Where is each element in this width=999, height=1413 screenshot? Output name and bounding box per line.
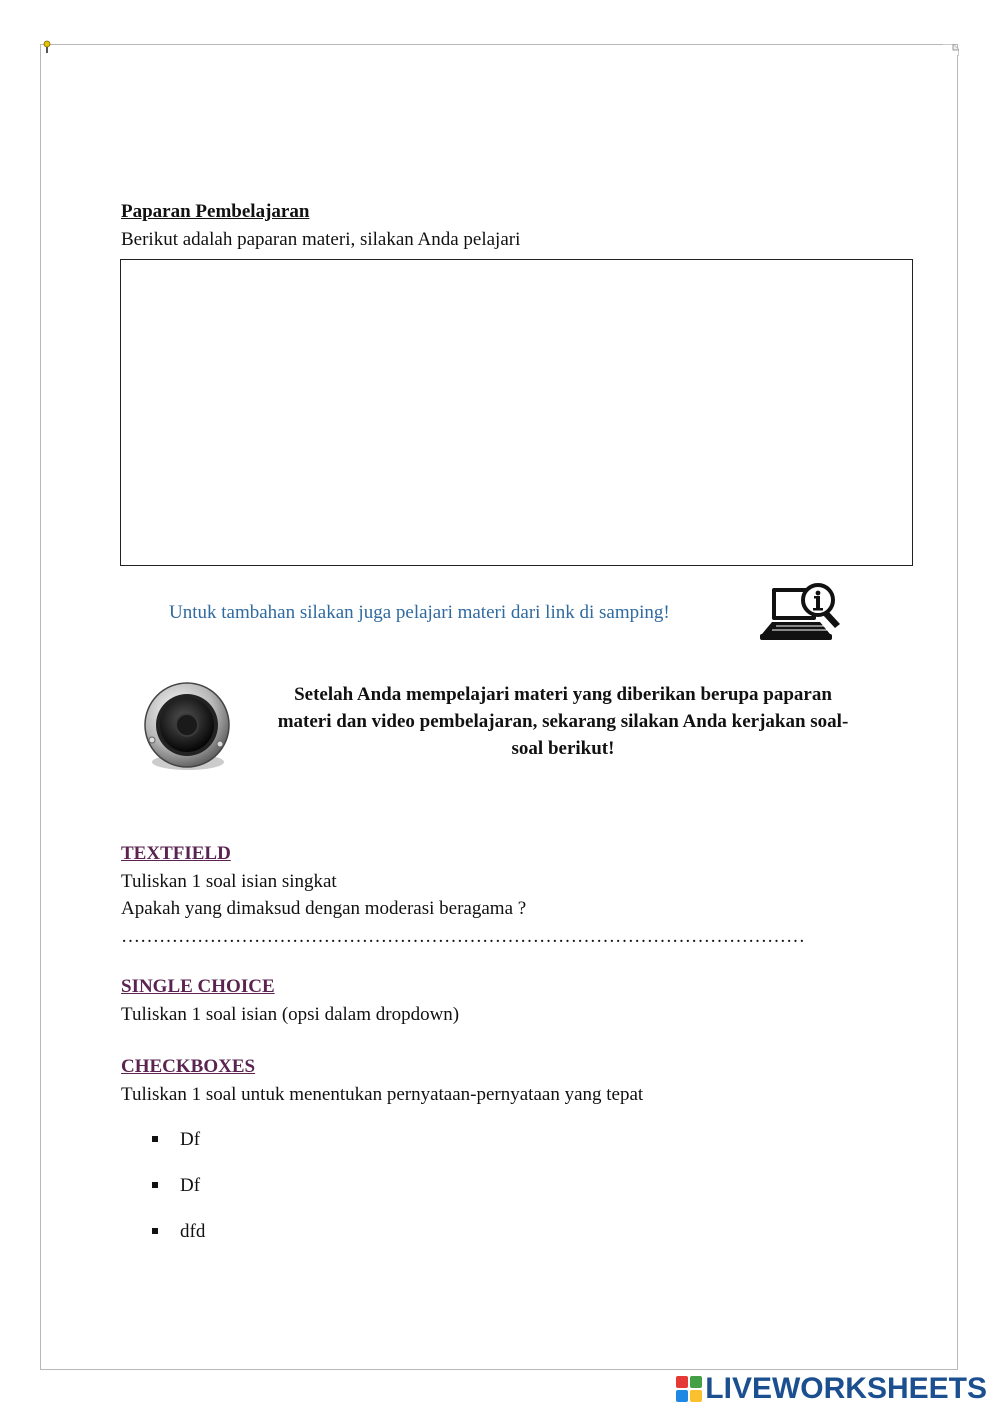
list-item[interactable] — [152, 1129, 200, 1151]
list-item-label: Df — [180, 1175, 201, 1196]
single-choice-heading: SINGLE CHOICE — [121, 976, 275, 997]
checkboxes-instruction: Tuliskan 1 soal untuk menentukan pernyataan-pernyataan yang tepat — [121, 1084, 644, 1105]
instruction-line-1: Setelah Anda mempelajari materi yang diberikan berupa paparan — [294, 684, 832, 705]
list-item-label: dfd — [180, 1221, 206, 1242]
list-item-label: Df — [180, 1129, 201, 1150]
textfield-answer-line[interactable]: ……………………………………………………………………………………………… — [121, 926, 805, 947]
liveworksheets-brand[interactable] — [675, 1372, 987, 1406]
instruction-line-3: soal berikut! — [511, 738, 615, 759]
single-choice-instruction: Tuliskan 1 soal isian (opsi dalam dropdown) — [121, 1004, 460, 1025]
section-subtitle: Berikut adalah paparan materi, silakan Anda pelajari — [121, 229, 521, 250]
brand-name: LIVEWORKSHEETS — [705, 1372, 987, 1405]
laptop-info-icon[interactable] — [758, 578, 844, 644]
pin-icon — [42, 40, 52, 54]
page-fold-corner — [941, 44, 959, 56]
instruction-block — [256, 681, 870, 762]
liveworksheets-logo-icon — [675, 1375, 703, 1403]
bullet-square-icon — [152, 1136, 158, 1142]
bullet-square-icon — [152, 1228, 158, 1234]
bullet-square-icon — [152, 1182, 158, 1188]
speaker-icon — [140, 680, 236, 776]
textfield-heading: TEXTFIELD — [121, 843, 231, 864]
textfield-question: Apakah yang dimaksud dengan moderasi beragama ? — [121, 898, 527, 919]
list-item[interactable] — [152, 1175, 200, 1197]
list-item[interactable] — [152, 1221, 205, 1243]
section-title: Paparan Pembelajaran — [121, 201, 310, 222]
instruction-line-2: materi dan video pembelajaran, sekarang silakan Anda kerjakan soal- — [277, 711, 849, 732]
textfield-instruction: Tuliskan 1 soal isian singkat — [121, 871, 337, 892]
checkboxes-heading: CHECKBOXES — [121, 1056, 256, 1077]
presentation-embed-box[interactable] — [120, 259, 913, 566]
extra-material-text: Untuk tambahan silakan juga pelajari materi dari link di samping! — [169, 602, 670, 623]
